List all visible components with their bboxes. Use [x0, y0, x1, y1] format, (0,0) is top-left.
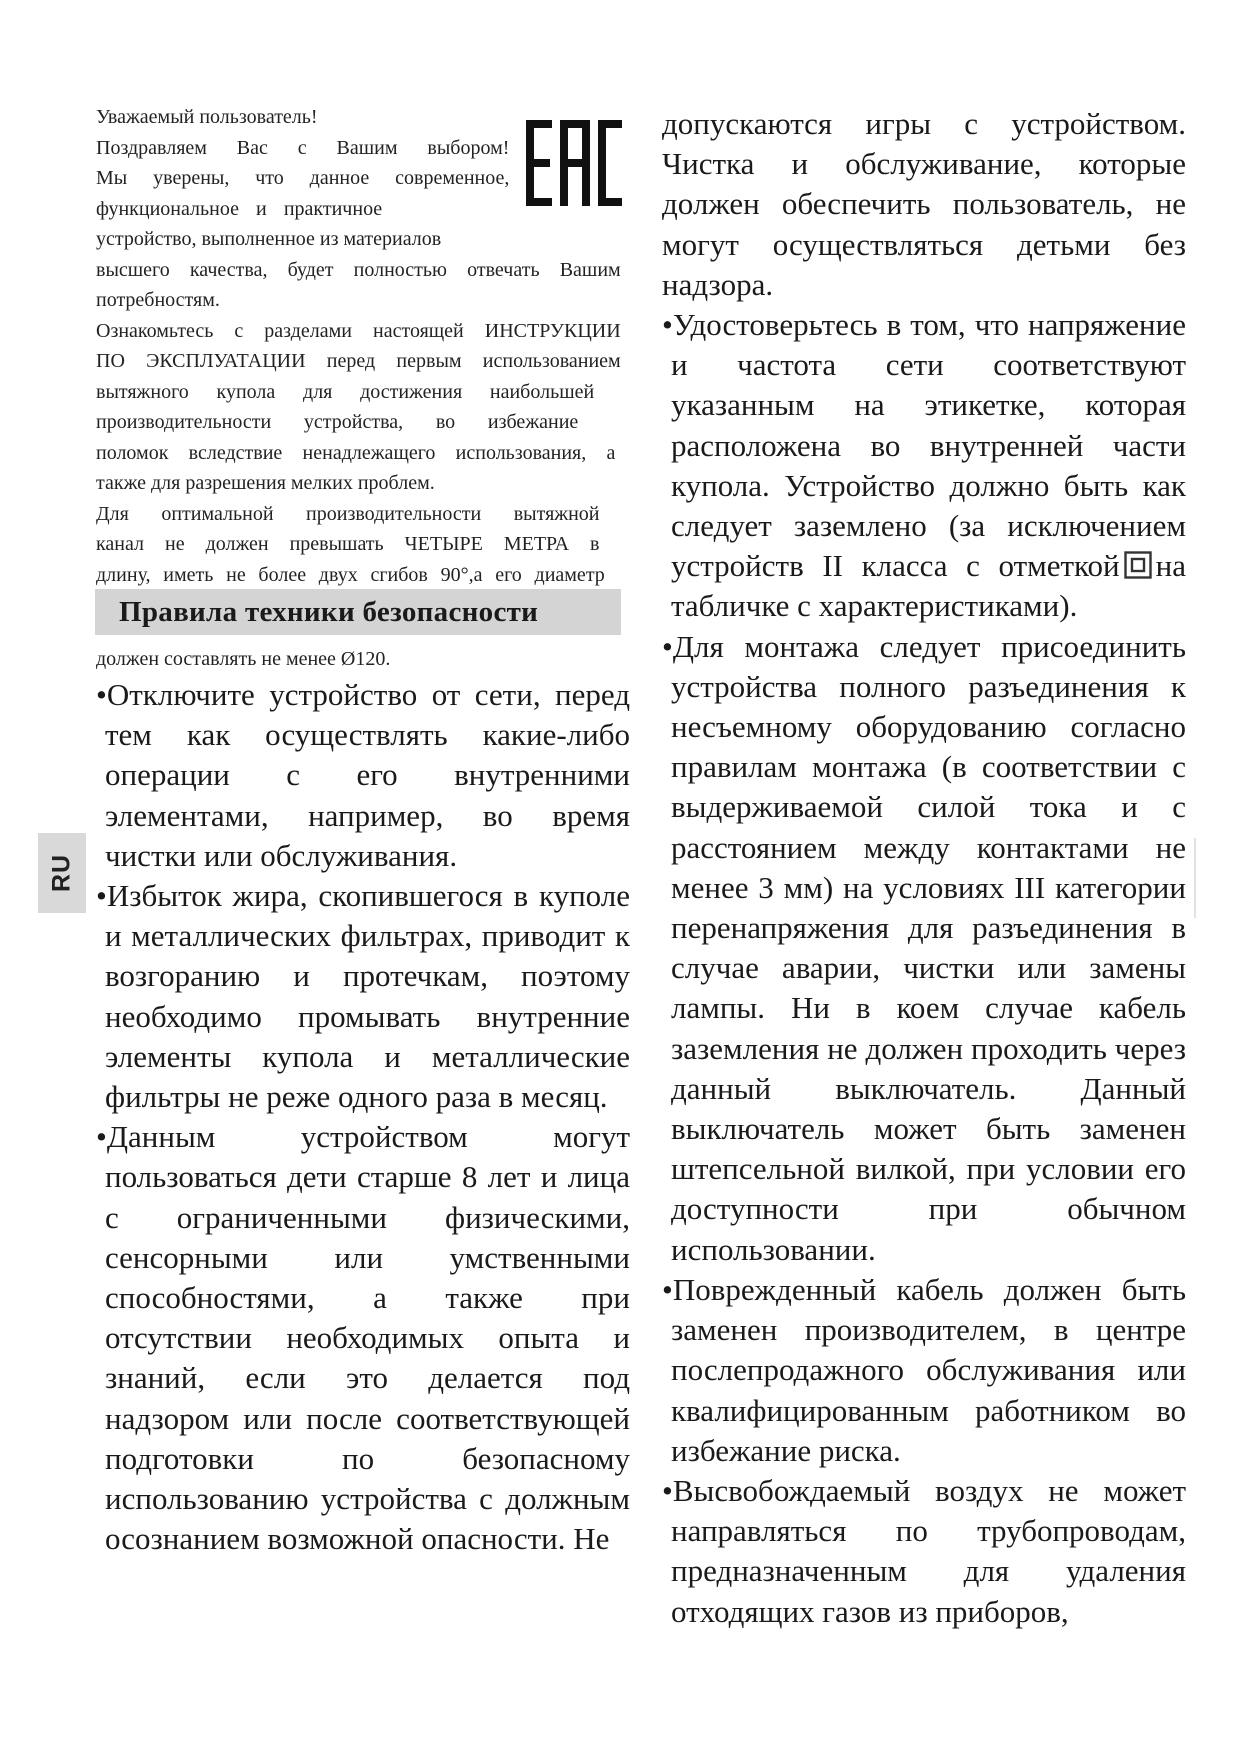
intro-line: ПО ЭКСПЛУАТАЦИИ перед первым использованием: [96, 350, 621, 372]
intro-line: высшего качества, будет полностью отвечать Вашим: [96, 258, 621, 281]
section-heading-safety: Правила техники безопасности: [95, 589, 621, 635]
language-tab: [38, 833, 86, 913]
intro-line: поломок вследствие ненадлежащего использования, а: [96, 441, 616, 464]
double-square-icon: [1124, 551, 1152, 579]
safety-rule: •Данным устройством могут пользоваться дети старше 8 лет и лица с ограниченными физическими, сенсорными или умственными способностями, а также при отсутствии необходимых опыта и знаний, если это делается под надзором или после соответствующей подготовки по безопасному использованию устройства с должным осознанием возможной опасности. Не: [96, 1119, 630, 1557]
left-column: [96, 675, 630, 1559]
intro-line: Мы уверены, что данное современное,: [96, 167, 510, 189]
voltage-rule-text: •Удостоверьтесь в том, что напряжение и частота сети соответствуют указанным на этикетке, которая расположена во внутренней части купола. Устройство должно быть как следует заземлено (за исключением устройств II класса с отметкой: [662, 307, 1186, 584]
safety-rule: [662, 305, 1186, 627]
intro-line: потребностям.: [96, 289, 220, 311]
intro-line: длину, иметь не более двух сгибов 90°,а его диаметр: [96, 563, 605, 586]
intro-line: вытяжного купола для достижения наибольшей: [96, 380, 595, 403]
safety-rule: •Отключите устройство от сети, перед тем как осуществлять какие-либо операции с его внутренними элементами, например, во время чистки или обслуживания.: [96, 677, 630, 873]
intro-line: Для оптимальной производительности вытяжной: [96, 502, 600, 525]
eac-logo-icon: [526, 120, 622, 206]
voltage-rule-text-end: на табличке с характеристиками).: [671, 548, 1186, 624]
language-tab-label: RU: [47, 853, 76, 893]
intro-line: производительности устройства, во избежание: [96, 411, 579, 433]
safety-rule: •Избыток жира, скопившегося в куполе и металлических фильтрах, приводит к возгоранию и протечкам, поэтому необходимо промывать внутренние элементы купола и металлические фильтры не реже одного раза в месяц.: [96, 878, 630, 1115]
intro-continuation: должен составлять не менее Ø120.: [96, 648, 391, 670]
right-column: [662, 104, 1186, 1632]
intro-line: Ознакомьтесь с разделами настоящей ИНСТРУКЦИИ: [96, 319, 621, 342]
intro-line: устройство, выполненное из материалов: [96, 228, 442, 250]
page-edge-mark: [1194, 838, 1196, 918]
safety-rule: •Поврежденный кабель должен быть заменен производителем, в центре послепродажного обслуживания или квалифицированным работником во избежание риска.: [662, 1271, 1186, 1468]
safety-rule-continuation: допускаются игры с устройством. Чистка и обслуживание, которые должен обеспечить пользователь, не могут осуществляться детьми без надзора.: [662, 106, 1186, 302]
intro-line: Поздравляем Вас с Вашим выбором!: [96, 136, 510, 159]
intro-line: также для разрешения мелких проблем.: [96, 472, 435, 494]
intro-line: канал не должен превышать ЧЕТЫРЕ МЕТРА в: [96, 533, 600, 555]
greeting-line: Уважаемый пользователь!: [96, 106, 318, 128]
safety-rule: •Высвобождаемый воздух не может направляться по трубопроводам, предназначенным для удаления отходящих газов из приборов,: [662, 1472, 1186, 1629]
intro-line: функциональное и практичное: [96, 197, 383, 220]
safety-rule: •Для монтажа следует присоединить устройства полного разъединения к несъемному оборудованию согласно правилам монтажа (в соответствии с выдерживаемой силой тока и с расстоянием между контактами не менее 3 мм) на условиях III категории перенапряжения для разъединения в случае аварии, чистки или замены лампы. Ни в коем случае кабель заземления не должен проходить через данный выключатель. Данный выключатель может быть заменен штепсельной вилкой, при условии его доступности при обычном использовании.: [662, 628, 1186, 1267]
